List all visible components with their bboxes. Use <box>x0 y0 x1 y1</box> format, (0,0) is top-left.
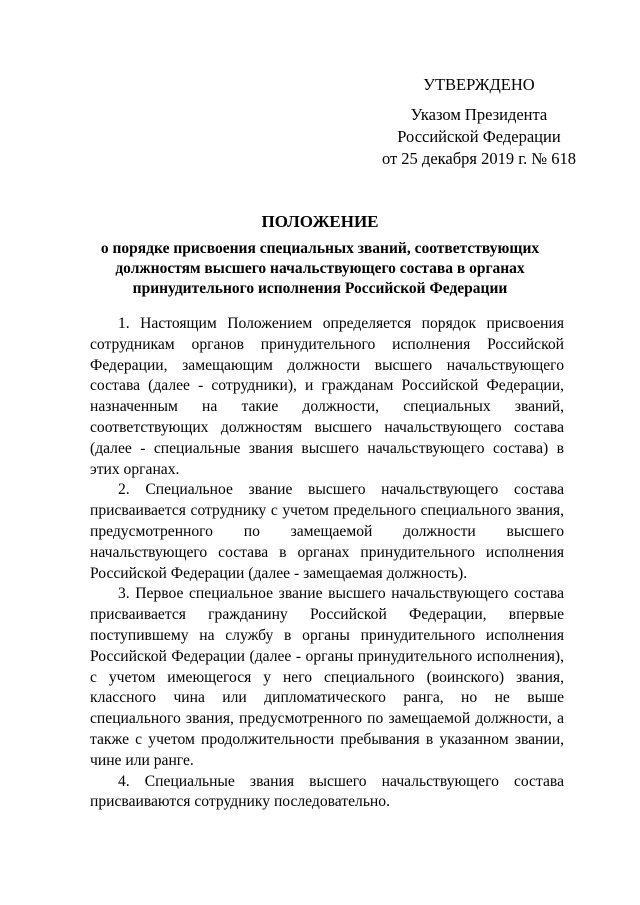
approval-authority: Указом Президента <box>410 105 548 124</box>
paragraph-3: 3. Первое специальное звание высшего начальствующего состава присваивается гражданину Российской Федерации, впервые поступившему на службу в органы принудительного исполнения Российской Федерации (далее - органы принудительного исполнения), с учетом имеющегося у него специального (воинского) звания, классного чина или дипломатического ранга, но не выше специального звания, предусмотренного по замещаемой должности, а также с учетом продолжительности пребывания в указанном звании, чине или ранге. <box>90 585 564 769</box>
document-title: ПОЛОЖЕНИЕ <box>261 212 379 231</box>
document-body <box>90 314 564 813</box>
paragraph-1: 1. Настоящим Положением определяется порядок присвоения сотрудникам органов принудительного исполнения Российской Федерации, замещающим должности высшего начальствующего состава (далее - сотрудники), и гражданам Российской Федерации, назначенным на такие должности, специальных званий, соответствующих должностям высшего начальствующего состава (далее - специальные звания высшего начальствующего состава) в этих органах. <box>90 315 564 478</box>
approval-date-number: от 25 декабря 2019 г. № 618 <box>381 149 576 168</box>
paragraph-4: 4. Специальные звания высшего начальствующего состава присваиваются сотруднику последовательно. <box>90 772 564 811</box>
document-subtitle-line: должностям высшего начальствующего состава в органах <box>115 260 525 277</box>
document-subtitle-line: принудительного исполнения Российской Федерации <box>132 280 508 297</box>
document-heading <box>70 211 570 299</box>
paragraph-2: 2. Специальное звание высшего начальствующего состава присваивается сотруднику с учетом предельного специального звания, предусмотренного по замещаемой должности высшего начальствующего состава в органах принудительного исполнения Российской Федерации (далее - замещаемая должность). <box>90 481 564 582</box>
approved-label: УТВЕРЖДЕНО <box>423 75 535 94</box>
approval-stamp <box>382 74 576 170</box>
approval-country: Российской Федерации <box>397 127 561 146</box>
document-subtitle-line: о порядке присвоения специальных званий, соответствующих <box>100 240 540 257</box>
